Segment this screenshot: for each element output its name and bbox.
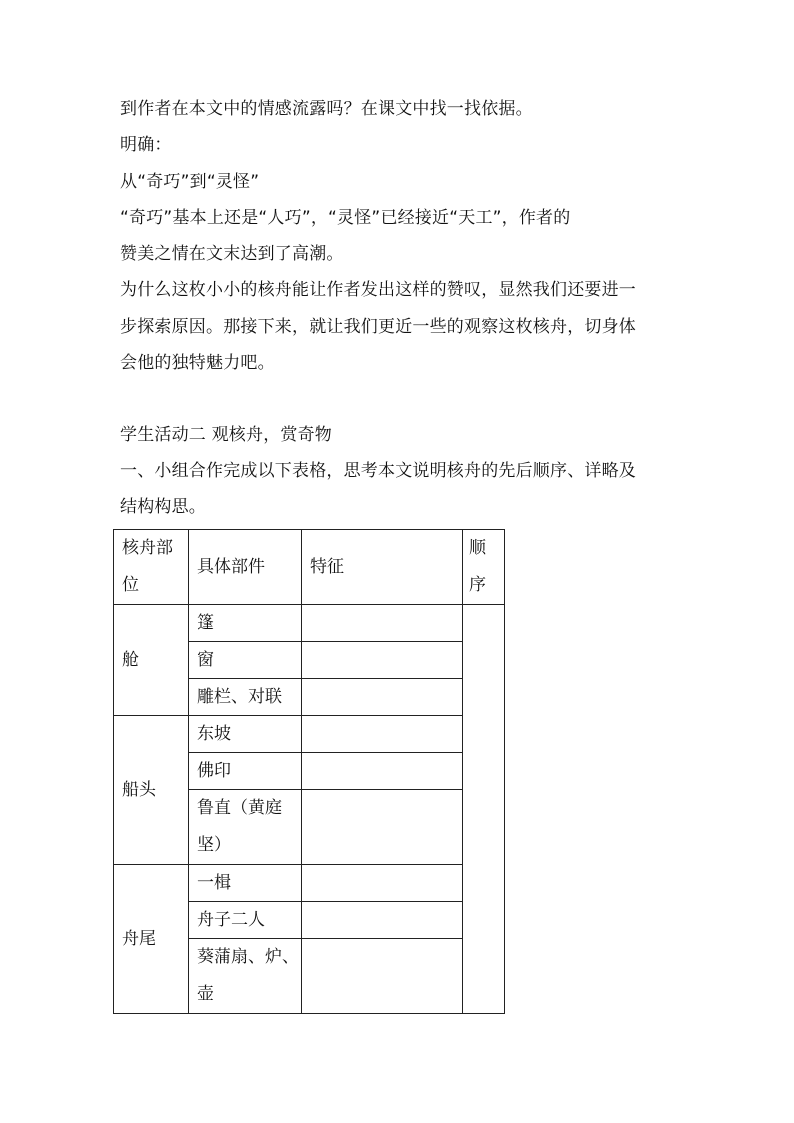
paragraph-line: “奇巧”基本上还是“人巧”，“灵怪”已经接近“天工”，作者的	[120, 208, 571, 228]
component-cell: 篷	[189, 605, 302, 642]
component-cell: 佛印	[189, 753, 302, 790]
header-feature: 特征	[302, 530, 463, 605]
header-order-line2: 序	[469, 575, 486, 595]
component-cell: 一楫	[189, 865, 302, 902]
answer-label: 明确：	[120, 135, 172, 155]
feature-cell[interactable]	[302, 679, 463, 716]
component-line: 鲁直（黄庭	[197, 798, 282, 818]
table-row	[114, 716, 505, 753]
feature-cell[interactable]	[302, 642, 463, 679]
feature-cell[interactable]	[302, 716, 463, 753]
paragraph-line: 赞美之情在文末达到了高潮。	[120, 244, 344, 264]
part-cell: 舱	[114, 605, 189, 716]
activity-heading: 学生活动二 观核舟，赏奇物	[120, 425, 333, 445]
part-cell: 船头	[114, 716, 189, 865]
answer-heading: 从“奇巧”到“灵怪”	[120, 172, 260, 192]
component-line: 葵蒲扇、炉、	[197, 947, 299, 967]
feature-cell[interactable]	[302, 790, 463, 865]
component-cell: 东坡	[189, 716, 302, 753]
table-row	[114, 605, 505, 642]
feature-cell[interactable]	[302, 865, 463, 902]
component-cell: 舟子二人	[189, 902, 302, 939]
header-order	[463, 530, 505, 605]
feature-cell[interactable]	[302, 939, 463, 1014]
header-order-line1: 顺	[469, 538, 486, 558]
header-component: 具体部件	[189, 530, 302, 605]
header-part-line2: 位	[122, 575, 139, 595]
table-header-row	[114, 530, 505, 605]
part-cell: 舟尾	[114, 865, 189, 1014]
component-cell: 雕栏、对联	[189, 679, 302, 716]
feature-cell[interactable]	[302, 605, 463, 642]
feature-cell[interactable]	[302, 902, 463, 939]
paragraph-line: 为什么这枚小小的核舟能让作者发出这样的赞叹，显然我们还要进一	[120, 280, 636, 300]
task-line: 结构构思。	[120, 497, 206, 517]
feature-cell[interactable]	[302, 753, 463, 790]
component-cell	[189, 790, 302, 865]
header-part-line1: 核舟部	[122, 538, 173, 558]
component-cell	[189, 939, 302, 1014]
component-cell: 窗	[189, 642, 302, 679]
paragraph-line: 步探索原因。那接下来，就让我们更近一些的观察这枚核舟，切身体	[120, 317, 636, 337]
component-line: 壶	[197, 984, 214, 1004]
paragraph-line: 到作者在本文中的情感流露吗？在课文中找一找依据。	[120, 99, 533, 119]
kernel-boat-table	[113, 529, 505, 1014]
table-row	[114, 865, 505, 902]
order-cell[interactable]	[463, 605, 505, 1014]
task-line: 一、小组合作完成以下表格，思考本文说明核舟的先后顺序、详略及	[120, 461, 636, 481]
paragraph-line: 会他的独特魅力吧。	[120, 353, 275, 373]
component-line: 坚）	[197, 835, 231, 855]
header-part	[114, 530, 189, 605]
